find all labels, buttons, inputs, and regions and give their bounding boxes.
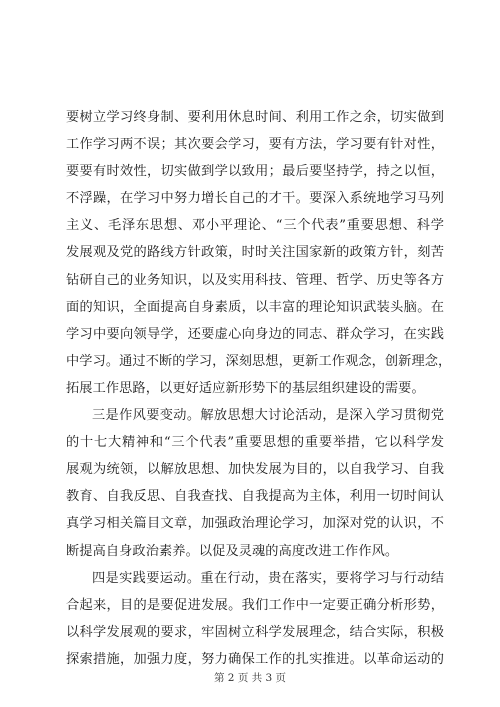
text-line: 三是作风要变动。解放思想大讨论活动，是深入学习贯彻党	[92, 408, 444, 424]
text-line: 探索措施，加强力度，努力确保工作的扎实推进。以革命运动的	[66, 651, 444, 667]
text-line: 的十七大精神和“三个代表”重要思想的重要举措，它以科学发	[66, 435, 444, 451]
text-line: 不浮躁，在学习中努力增长自己的才干。要深入系统地学习马列	[66, 191, 444, 207]
text-line: 断提高自身政治素养。以促及灵魂的高度改进工作作风。	[66, 543, 399, 559]
text-line: 要树立学习终身制、要利用休息时间、利用工作之余，切实做到	[66, 110, 444, 125]
text-line: 钻研自己的业务知识，以及实用科技、管理、哲学、历史等各方	[66, 272, 444, 288]
text-line: 四是实践要运动。重在行动，贵在落实，要将学习与行动结	[92, 570, 444, 586]
text-line: 展观为统领，以解放思想、加快发展为目的，以自我学习、自我	[66, 462, 444, 478]
document-body	[66, 104, 452, 673]
text-line: 真学习相关篇目文章，加强政治理论学习，加深对党的认识，不	[66, 516, 444, 532]
paragraph	[66, 565, 444, 673]
text-line: 发展观及党的路线方针政策，时时关注国家新的政策方针，刻苦	[66, 245, 444, 261]
text-line: 主义、毛泽东思想、邓小平理论、“三个代表”重要思想、科学	[66, 218, 444, 234]
text-line: 教育、自我反思、自我查找、自我提高为主体，利用一切时间认	[66, 489, 444, 505]
text-line: 面的知识，全面提高自身素质，以丰富的理论知识武装头脑。在	[66, 299, 444, 315]
page-footer: 第 2 页 共 3 页	[213, 672, 287, 684]
text-line: 拓展工作思路，以更好适应新形势下的基层组织建设的需要。	[66, 380, 425, 396]
paragraph	[66, 402, 444, 565]
text-line: 合起来，目的是要促进发展。我们工作中一定要正确分析形势，	[66, 597, 444, 613]
paragraph	[66, 104, 452, 402]
text-line: 要要有时效性，切实做到学以致用；最后要坚持学，持之以恒，	[66, 164, 444, 180]
text-line: 以科学发展观的要求，牢固树立科学发展理念，结合实际，积极	[66, 624, 444, 640]
text-line: 学习中要向领导学，还要虚心向身边的同志、群众学习，在实践	[66, 326, 444, 342]
text-line: 中学习。通过不断的学习，深刻思想，更新工作观念，创新理念，	[66, 353, 452, 369]
text-line: 工作学习两不误；其次要会学习，要有方法，学习要有针对性，	[66, 137, 444, 153]
